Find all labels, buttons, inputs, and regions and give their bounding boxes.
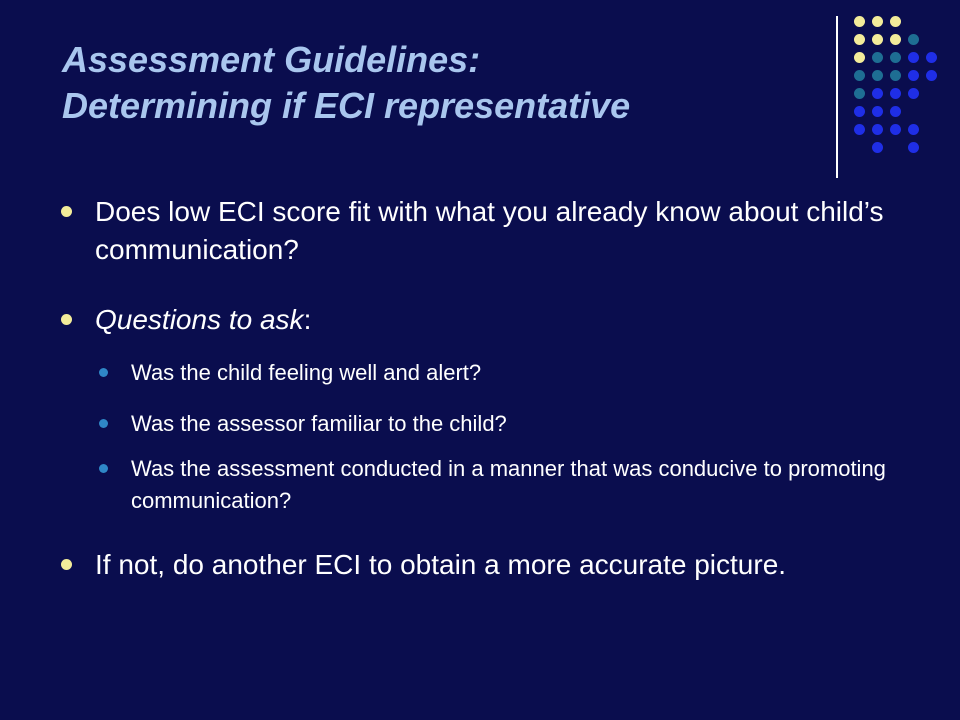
title-line-2: Determining if ECI representative [62, 85, 631, 126]
decorative-dot [854, 88, 865, 99]
decorative-dot [854, 106, 865, 117]
decorative-dot [872, 88, 883, 99]
sub-bullet-item: Was the assessment conducted in a manner that was conducive to promoting communication? [131, 453, 891, 517]
bullet-item [95, 301, 895, 339]
decorative-dot [854, 16, 865, 27]
decorative-divider [836, 16, 838, 178]
bullet-item: If not, do another ECI to obtain a more accurate picture. [95, 546, 895, 584]
decorative-dot [872, 124, 883, 135]
decorative-dot [872, 34, 883, 45]
decorative-dot [908, 124, 919, 135]
decorative-dot [926, 70, 937, 81]
decorative-dot [872, 106, 883, 117]
decorative-dot [908, 142, 919, 153]
decorative-dot [926, 52, 937, 63]
decorative-dot [872, 52, 883, 63]
decorative-dot [854, 70, 865, 81]
decorative-dot [890, 70, 901, 81]
decorative-dot [890, 88, 901, 99]
decorative-dot [890, 52, 901, 63]
decorative-dot [890, 106, 901, 117]
decorative-dot [872, 16, 883, 27]
title-line-1: Assessment Guidelines: [62, 39, 481, 80]
bullet-item: Does low ECI score fit with what you already know about child’s communication? [95, 193, 895, 269]
decorative-dot [854, 34, 865, 45]
slide-title [62, 37, 822, 129]
sub-bullet-item: Was the child feeling well and alert? [131, 357, 891, 389]
decorative-dot [890, 16, 901, 27]
bullet-text-suffix: : [303, 304, 312, 335]
decorative-dot [854, 124, 865, 135]
decorative-dot [890, 34, 901, 45]
decorative-dot [908, 34, 919, 45]
decorative-dot [872, 70, 883, 81]
decorative-dot [872, 142, 883, 153]
decorative-dot [908, 70, 919, 81]
bullet-italic-text: Questions to ask [95, 304, 304, 335]
decorative-dot [908, 52, 919, 63]
decorative-dot [908, 88, 919, 99]
decorative-dot [890, 124, 901, 135]
decorative-dot [854, 52, 865, 63]
sub-bullet-item: Was the assessor familiar to the child? [131, 408, 891, 440]
decorative-dot-grid [848, 10, 958, 160]
